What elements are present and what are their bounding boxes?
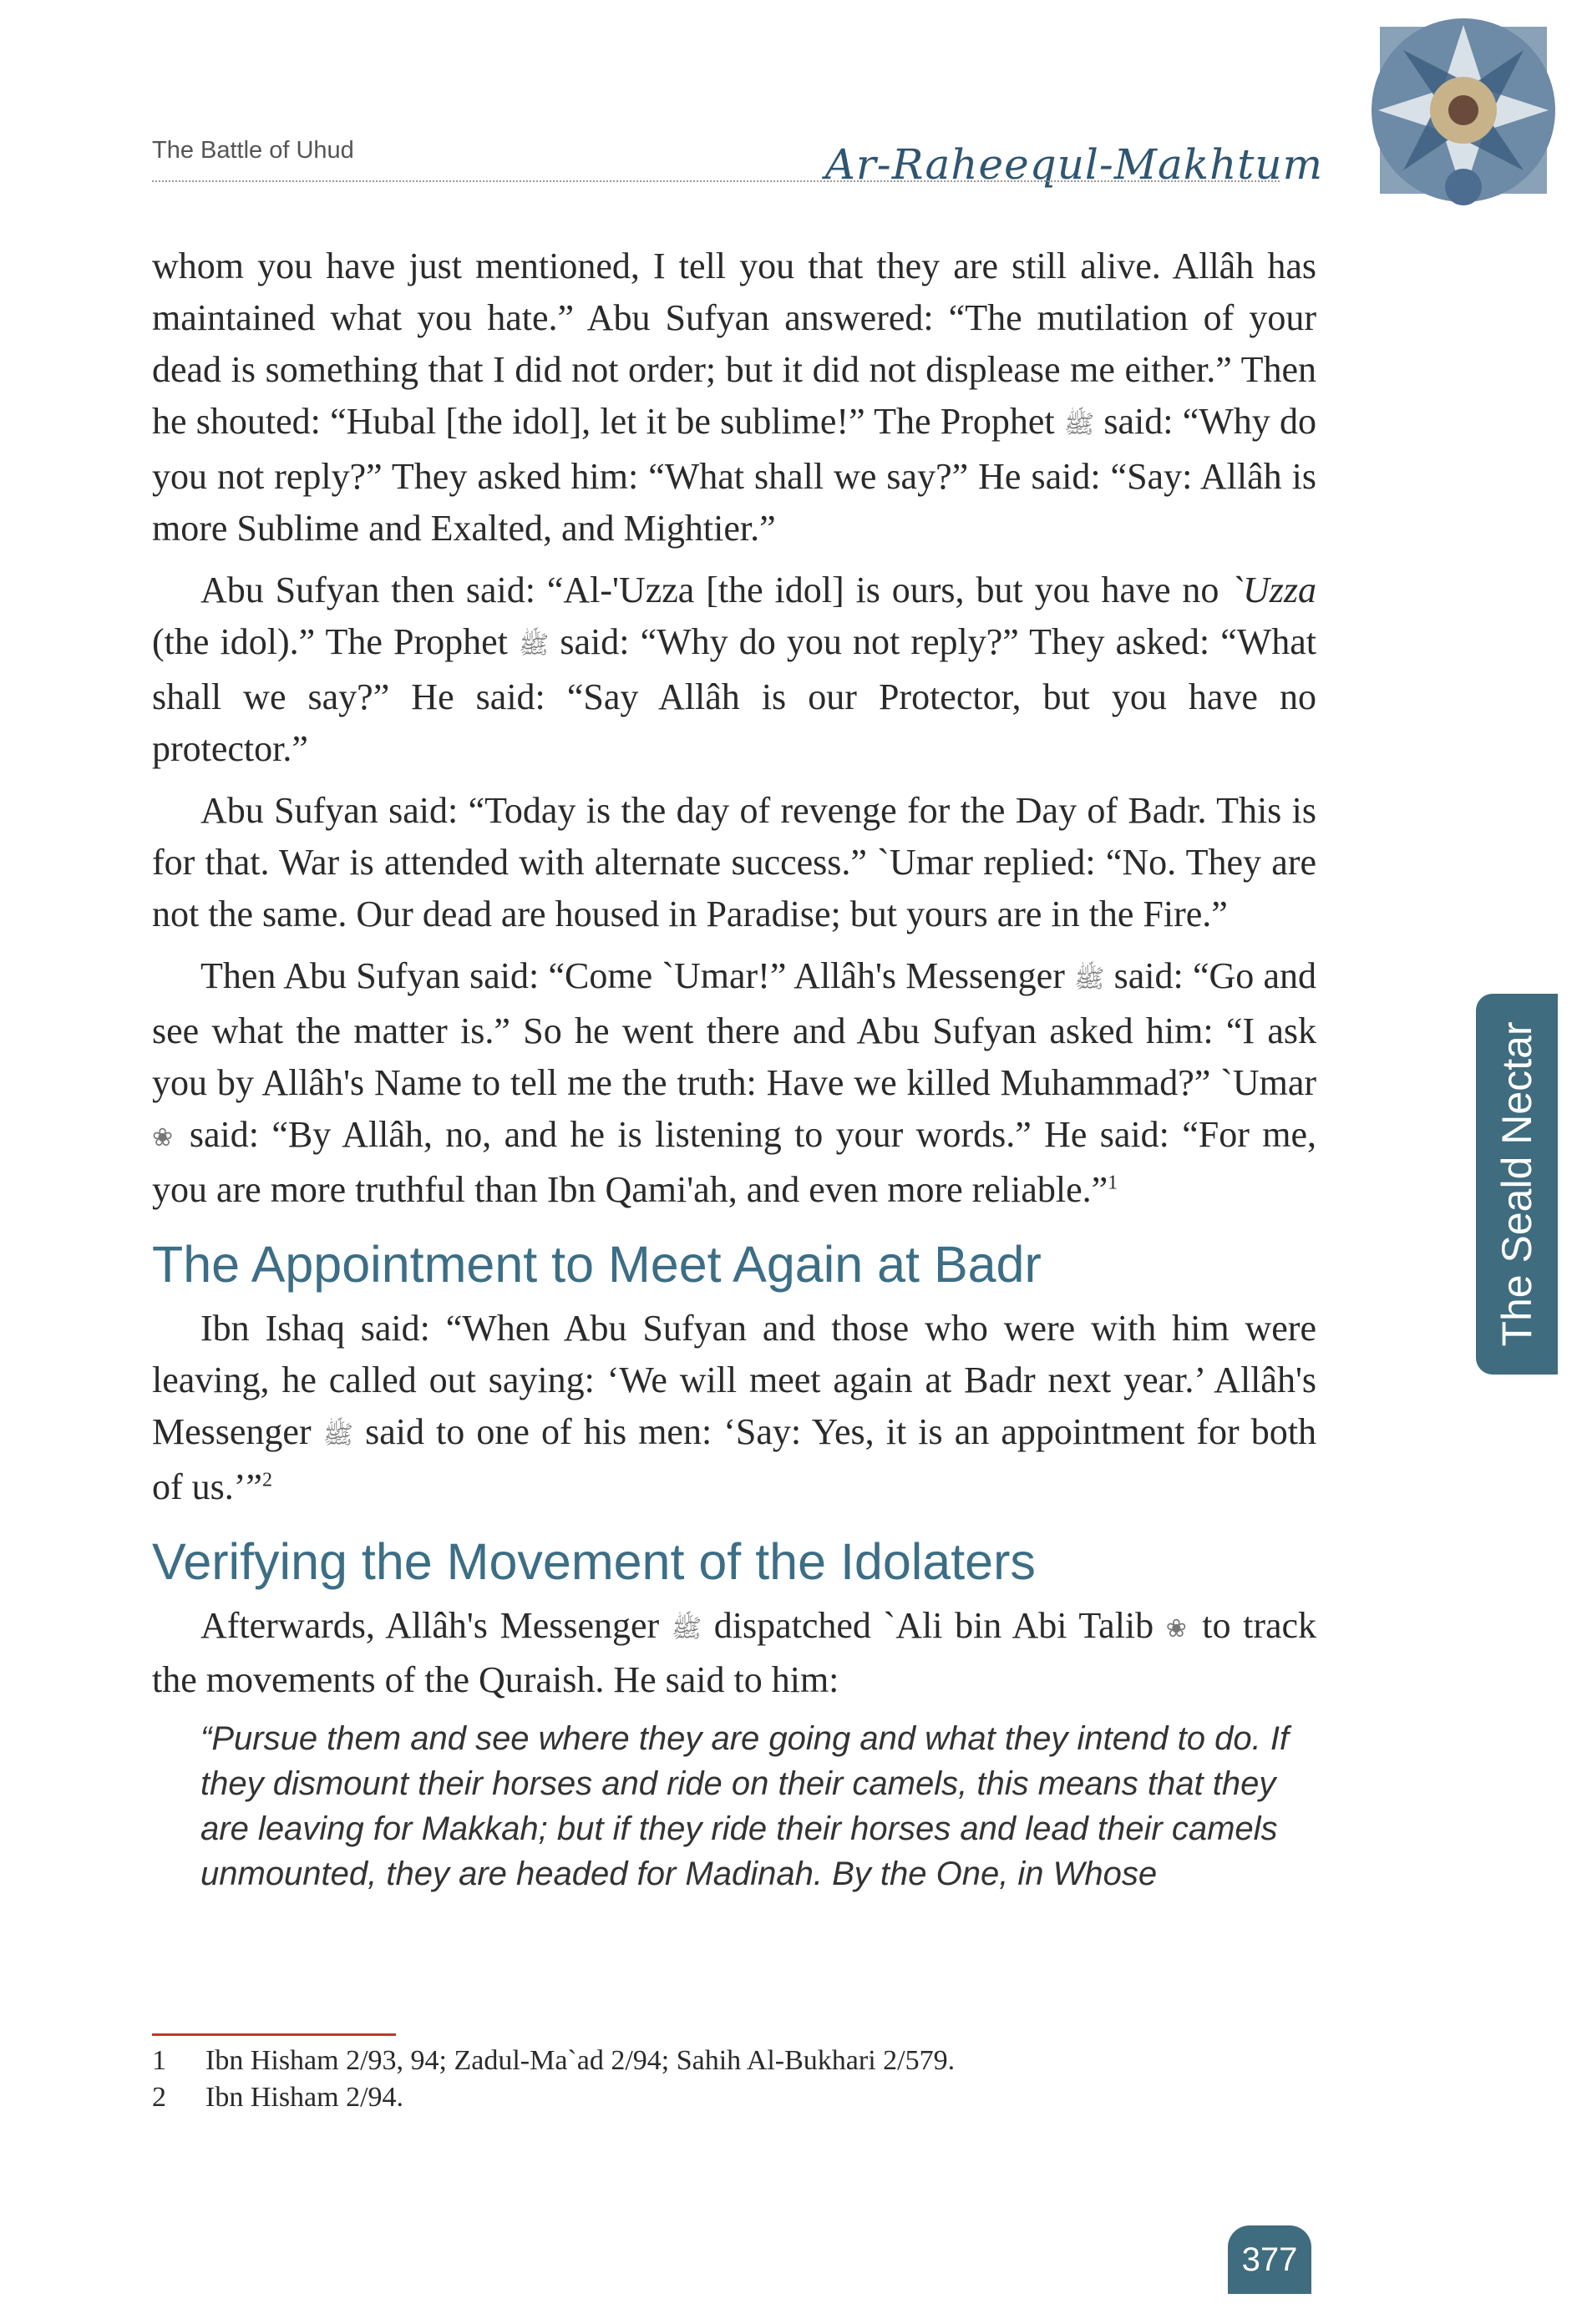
footnote-text: Ibn Hisham 2/93, 94; Zadul-Ma`ad 2/94; Sahih Al-Bukhari 2/579. xyxy=(205,2045,956,2076)
paragraph-text: dispatched `Ali bin Abi Talib xyxy=(713,1604,1154,1646)
salutation-symbol: ﷺ xyxy=(1074,965,1105,993)
paragraph-text: said: “Why do you not reply?” They asked: “What shall we say?” He said: “Say Allâh is our Protector, but you have no protector.” xyxy=(152,620,1317,769)
footnote xyxy=(152,2043,1313,2079)
salutation-symbol: ﷺ xyxy=(519,630,550,659)
header-divider xyxy=(152,180,1280,182)
footnote-text: Ibn Hisham 2/94. xyxy=(205,2082,404,2113)
paragraph xyxy=(152,1303,1316,1513)
side-tab-label: The Seald Nectar xyxy=(1493,1021,1540,1347)
page-number: 377 xyxy=(1228,2225,1311,2294)
companion-symbol: ❀ xyxy=(1165,1614,1190,1643)
paragraph xyxy=(152,565,1316,775)
footnote-ref[interactable]: 2 xyxy=(261,1468,272,1491)
companion-symbol: ❀ xyxy=(152,1123,177,1152)
quotation: “Pursue them and see where they are going and what they intend to do. If they dismount their horses and ride on their camels, this means that they are leaving for Makkah; but if they ride their horses and lead their camels unmounted, they are headed for Madinah. By the One, in Whose xyxy=(200,1720,1290,1893)
paragraph-text: said to one of his men: ‘Say: Yes, it is an appointment for both of us.’” xyxy=(152,1410,1317,1507)
paragraph-text: Afterwards, Allâh's Messenger xyxy=(200,1604,660,1646)
salutation-symbol: ﷺ xyxy=(1063,410,1095,438)
paragraph-text: said: “By Allâh, no, and he is listening to your words.” He said: “For me, you are more truthful than Ibn Qami'ah, and even more reliable.” xyxy=(152,1113,1317,1210)
paragraph xyxy=(152,950,1316,1216)
paragraph-text: Then Abu Sufyan said: “Come `Umar!” Allâh's Messenger xyxy=(200,954,1065,996)
section-heading: Verifying the Movement of the Idolaters xyxy=(152,1532,1036,1590)
italic-term: `Uzza xyxy=(1230,569,1317,610)
section-heading: The Appointment to Meet Again at Badr xyxy=(152,1235,1042,1293)
salutation-symbol: ﷺ xyxy=(322,1420,353,1449)
main-content xyxy=(152,241,1316,1896)
footnotes xyxy=(152,2043,1313,2116)
footnote-divider xyxy=(152,2033,396,2036)
running-head: The Battle of Uhud xyxy=(152,137,354,164)
paragraph xyxy=(152,241,1316,554)
footnote-number: 2 xyxy=(152,2082,166,2113)
paragraph-text: to track the movements of the Quraish. He said to him: xyxy=(152,1604,1317,1701)
arabesque-ornament-icon xyxy=(1363,10,1564,210)
paragraph-text: said: “Why do you not reply?” They asked him: “What shall we say?” He said: “Say: Allâh is more Sublime and Exalted, and Mightier.” xyxy=(152,401,1317,549)
book-title: Ar-Raheequl-Makhtum xyxy=(824,140,1323,189)
salutation-symbol: ﷺ xyxy=(671,1614,702,1643)
paragraph xyxy=(152,1600,1316,1707)
paragraph-text: said: “Go and see what the matter is.” So he went there and Abu Sufyan asked him: “I ask you by Allâh's Name to tell me the truth: Have we killed Muhammad?” `Umar xyxy=(152,954,1317,1103)
paragraph-text: Abu Sufyan then said: “Al-'Uzza [the idol] is ours, but you have no xyxy=(200,569,1219,610)
paragraph: Abu Sufyan said: “Today is the day of revenge for the Day of Badr. This is for that. War is attended with alternate success.” `Umar replied: “No. They are not the same. Our dead are housed in Paradise; but yours are in the Fire.” xyxy=(152,789,1316,934)
footnote-number: 1 xyxy=(152,2045,166,2076)
paragraph-text: whom you have just mentioned, I tell you that they are still alive. Allâh has maintained what you hate.” Abu Sufyan answered: “The mutilation of your dead is something that I did not order; but it did not displease me either.” Then he shouted: “Hubal [the idol], let it be sublime!” The Prophet xyxy=(152,246,1316,442)
paragraph-text: Ibn Ishaq said: “When Abu Sufyan and those who were with him were leaving, he called out saying: ‘We will meet again at Badr next year.’ Allâh's Messenger xyxy=(152,1307,1316,1452)
footnote-ref[interactable]: 1 xyxy=(1108,1171,1118,1193)
paragraph-text: (the idol).” The Prophet xyxy=(152,620,508,662)
footnote xyxy=(152,2079,1313,2116)
side-tab xyxy=(1476,994,1558,1375)
